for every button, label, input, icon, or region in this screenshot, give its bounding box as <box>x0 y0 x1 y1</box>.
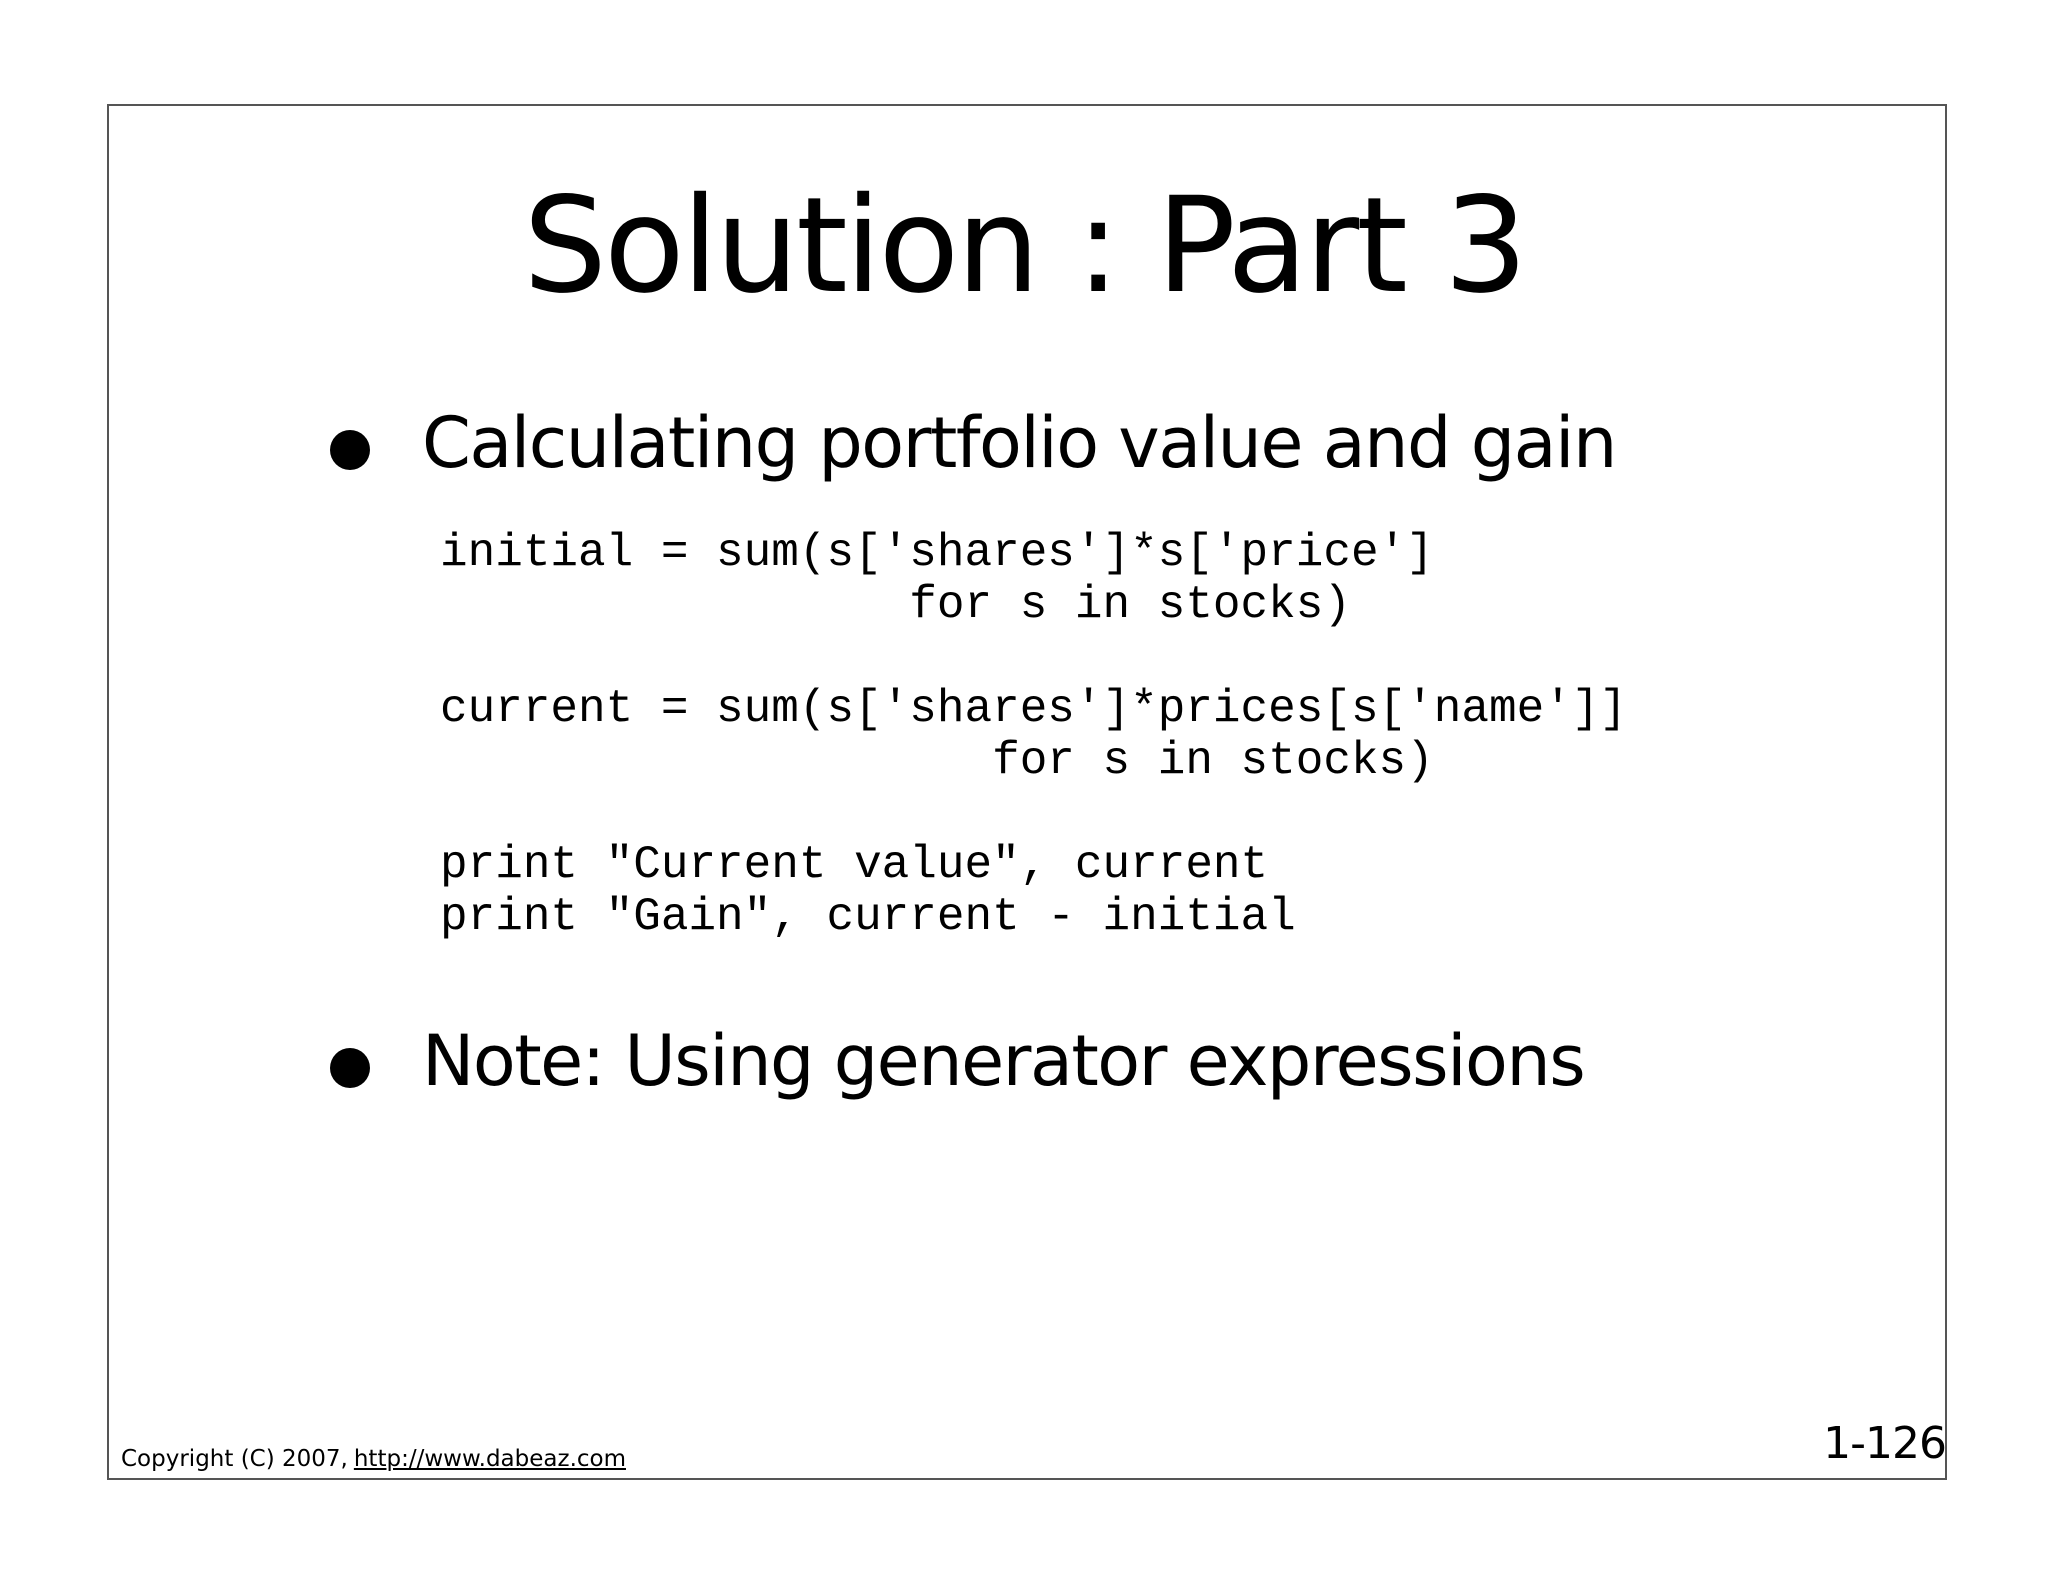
bullet-icon <box>330 430 370 470</box>
footer-copyright <box>121 1448 626 1471</box>
code-block <box>440 527 1627 943</box>
code-line: current = sum(s['shares']*prices[s['name']] <box>440 683 1627 735</box>
slide-title: Solution : Part 3 <box>523 169 1525 323</box>
code-line: print "Current value", current <box>440 839 1269 891</box>
code-line <box>440 631 1627 683</box>
code-line <box>440 787 1627 839</box>
bullet-text: Calculating portfolio value and gain <box>422 402 1616 484</box>
footer-link[interactable]: http://www.dabeaz.com <box>353 1446 626 1472</box>
bullet-icon <box>330 1048 370 1088</box>
bullet-text: Note: Using generator expressions <box>422 1020 1585 1102</box>
code-line: for s in stocks) <box>440 579 1351 631</box>
code-line: print "Gain", current - initial <box>440 891 1296 943</box>
code-line: for s in stocks) <box>440 735 1434 787</box>
slide-number: 1-126 <box>1823 1418 1946 1469</box>
copyright-text: Copyright (C) 2007, <box>121 1446 348 1472</box>
code-line: initial = sum(s['shares']*s['price'] <box>440 527 1434 579</box>
